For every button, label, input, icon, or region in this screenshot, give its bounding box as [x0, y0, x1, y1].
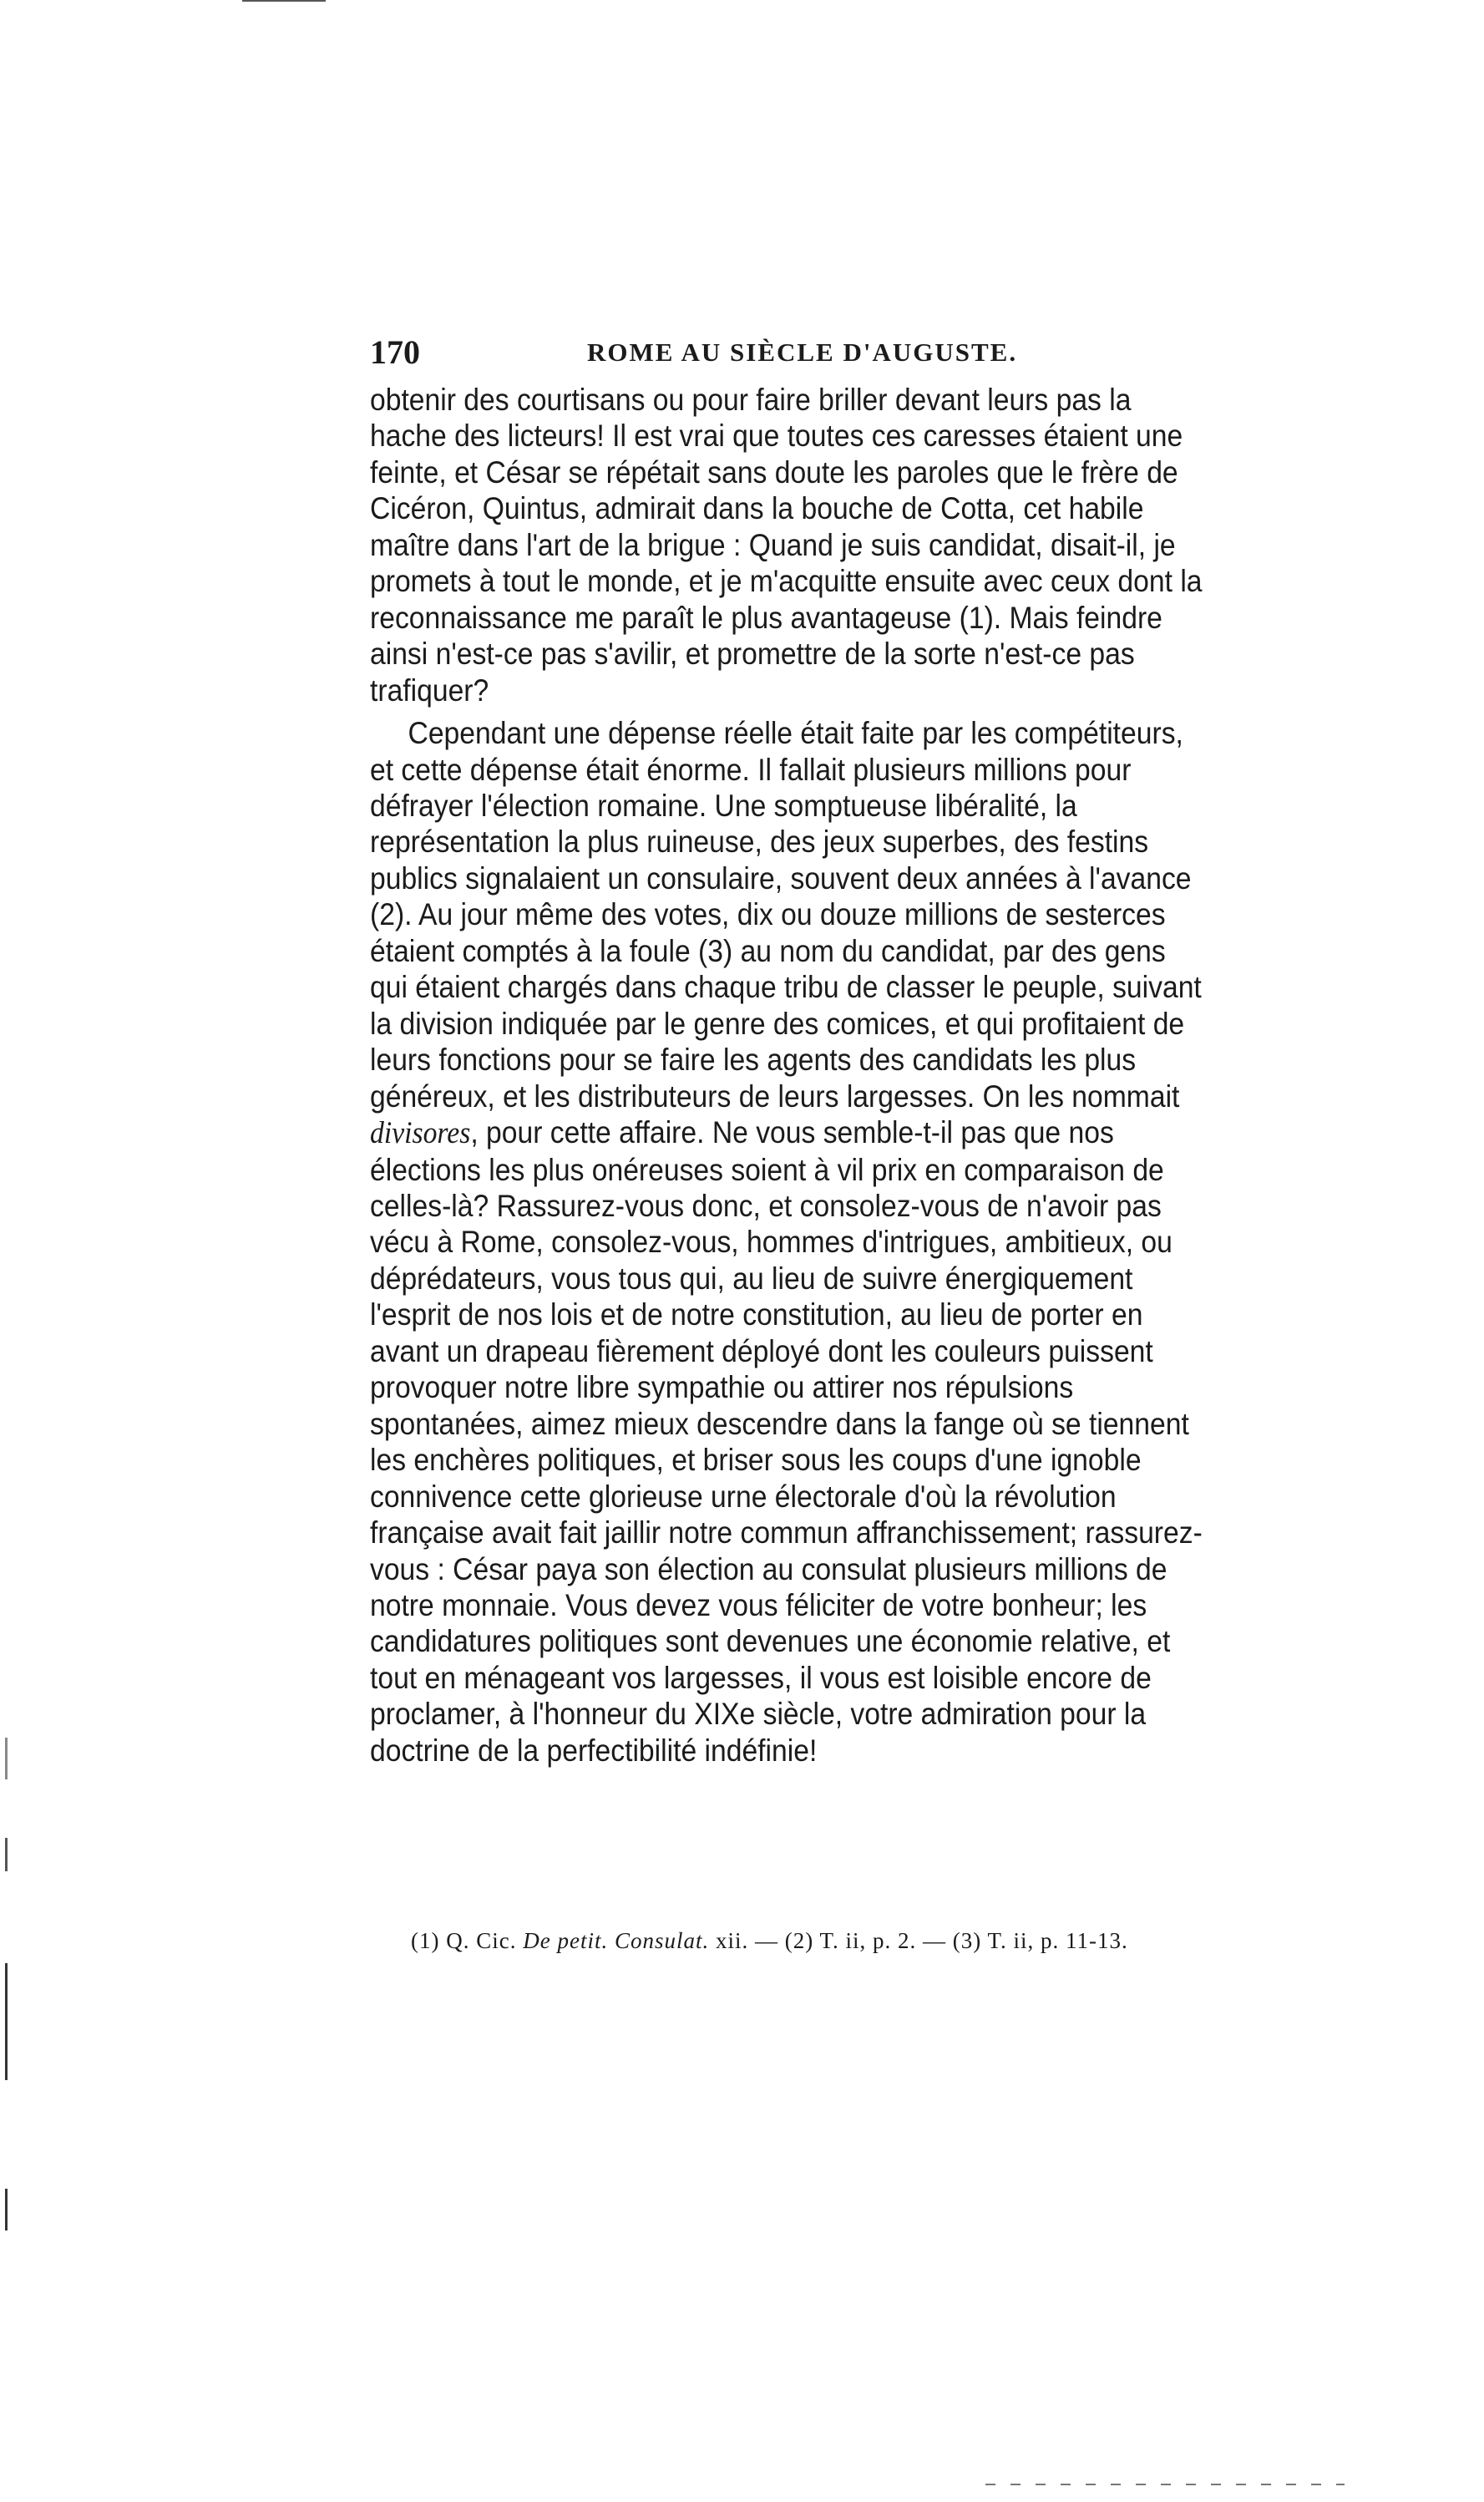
paragraph-1: obtenir des courtisans ou pour faire briller devant leurs pas la hache des licteurs! Il est vrai que toutes ces caresses étaient une feinte, et César se répétait sans doute les paroles que le frère de Cicéron, Quintus, admirait dans la bouche de Cotta, cet habile maître dans l'art de la brigue : Quand je suis candidat, disait-il, je promets à tout le monde, et je m'acquitte ensuite avec ceux dont la reconnaissance me paraît le plus avantageuse (1). Mais feindre ainsi n'est-ce pas s'avilir, et promettre de la sorte n'est-ce pas trafiquer?	[370, 383, 1203, 708]
page-header	[370, 332, 1289, 374]
top-scan-mark	[242, 0, 326, 2]
bottom-scan-mark	[985, 2484, 1345, 2485]
scan-margin-mark	[5, 1963, 8, 2080]
scan-margin-mark	[5, 1738, 8, 1779]
page-number: 170	[370, 333, 420, 371]
footnotes	[411, 1928, 1346, 1954]
paragraph-2-part-b: , pour cette affaire. Ne vous semble-t-il pas que nos élections les plus onéreuses soient à vil prix en comparaison de celles-là? Rassurez-vous donc, et consolez-vous de n'avoir pas vécu à Rome, consolez-vous, hommes d'intrigues, ambitieux, ou déprédateurs, vous tous qui, au lieu de suivre énergiquement l'esprit de nos lois et de notre constitution, au lieu de porter en avant un drapeau fièrement déployé dont les couleurs puissent provoquer notre libre sympathie ou attirer nos répulsions spontanées, aimez mieux descendre dans la fange où se tiennent les enchères politiques, et briser sous les coups d'une ignoble connivence cette glorieuse urne électorale d'où la révolution française avait fait jaillir notre commun affranchissement; rassurez-vous : César paya son élection au consulat plusieurs millions de notre monnaie. Vous devez vous féliciter de votre bonheur; les candidatures politiques sont devenues une économie relative, et tout en ménageant vos largesses, il vous est loisible encore de proclamer, à l'honneur du XIXe siècle, votre admiration pour la doctrine de la perfectibilité indéfinie!	[370, 1115, 1203, 1768]
scan-margin-mark	[5, 1838, 8, 1871]
paragraph-2-part-a: Cependant une dépense réelle était faite par les compétiteurs, et cette dépense était énorme. Il fallait plusieurs millions pour défrayer l'élection romaine. Une somptueuse libéralité, la représentation la plus ruineuse, des jeux superbes, des festins publics signalaient un consulaire, souvent deux années à l'avance (2). Au jour même des votes, dix ou douze millions de sesterces étaient comptés à la foule (3) au nom du candidat, par des gens qui étaient chargés dans chaque tribu de classer le peuple, suivant la division indiquée par le genre des comices, et qui profitaient de leurs fonctions pour se faire les agents des candidats les plus généreux, et les distributeurs de leurs largesses. On les nommait	[370, 716, 1202, 1114]
footnote-1-prefix: (1) Q. Cic.	[411, 1928, 517, 1953]
scan-margin-mark	[5, 2189, 8, 2230]
paragraph-2-italic-term: divisores	[370, 1116, 471, 1151]
body-text	[370, 382, 1205, 1769]
running-title: ROME AU SIÈCLE D'AUGUSTE.	[587, 337, 1018, 367]
footnote-rest: xii. — (2) T. ii, p. 2. — (3) T. ii, p. 11-13.	[709, 1928, 1128, 1953]
footnote-1-title: De petit. Consulat.	[523, 1928, 710, 1953]
paragraph-2	[370, 715, 1205, 1769]
